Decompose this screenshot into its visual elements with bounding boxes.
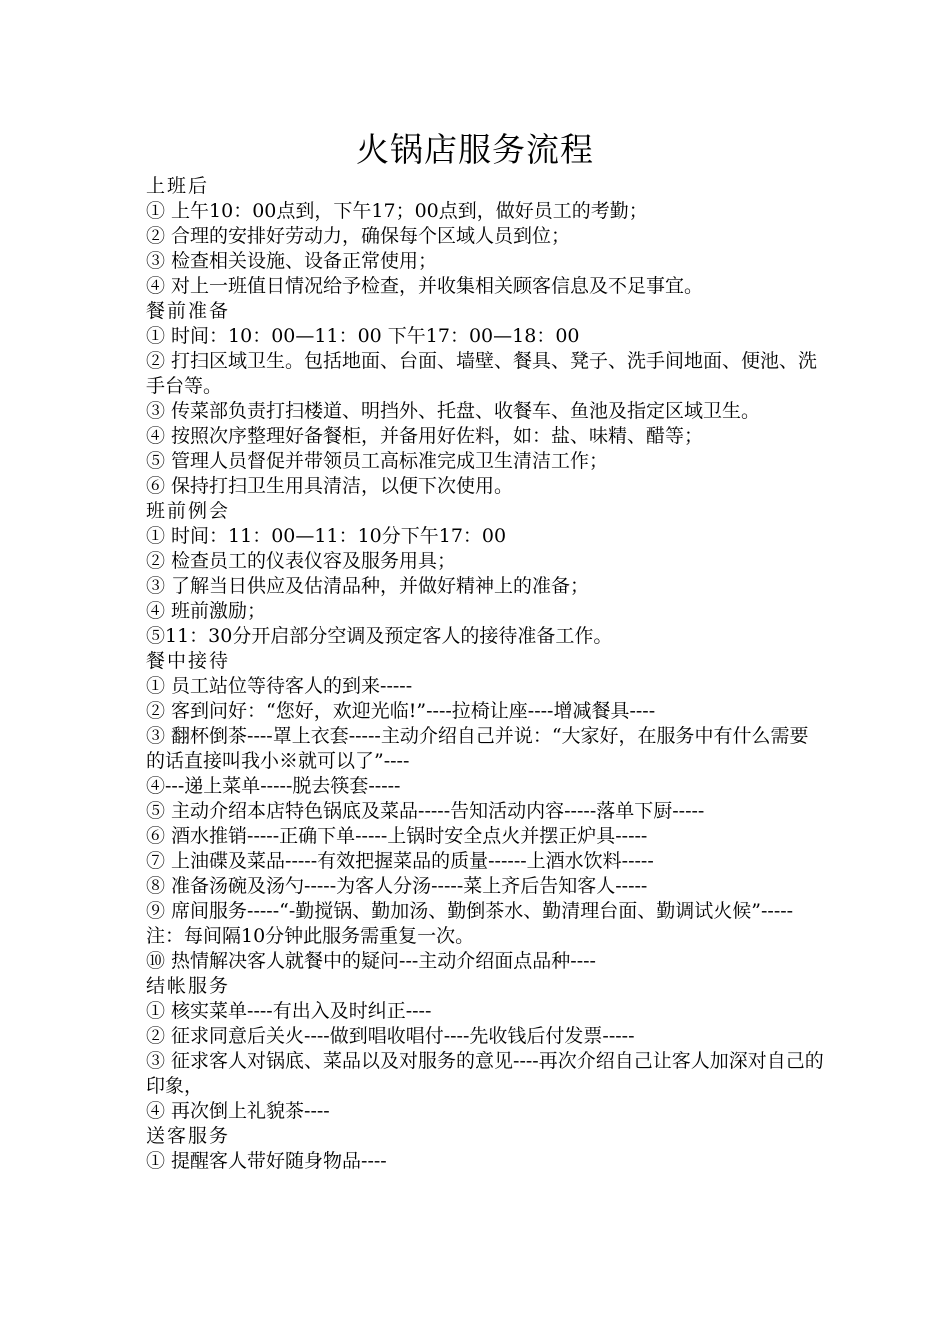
list-item: ① 上午10：00点到，下午17；00点到，做好员工的考勤； [146,200,648,222]
section-pre-shift-meeting [146,499,826,649]
list-item: ① 提醒客人带好随身物品---- [146,1150,387,1172]
list-item: ⑥ 保持打扫卫生用具清洁，以便下次使用。 [146,475,514,497]
section-pre-meal-prep [146,299,826,499]
list-item: ④ 对上一班值日情况给予检查，并收集相关顾客信息及不足事宜。 [146,275,704,297]
list-item: ② 打扫区域卫生。包括地面、台面、墙壁、餐具、凳子、洗手间地面、便池、洗手台等。 [146,350,818,397]
section-farewell-service [146,1124,826,1174]
list-item: ⑩ 热情解决客人就餐中的疑问---主动介绍面点品种---- [146,950,596,972]
list-item: ③ 传菜部负责打扫楼道、明挡外、托盘、收餐车、鱼池及指定区域卫生。 [146,400,761,422]
section-heading: 餐中接待 [146,650,231,672]
list-item: ④ 班前激励； [146,600,267,622]
list-item: ② 合理的安排好劳动力，确保每个区域人员到位； [146,225,571,247]
list-item: ⑧ 准备汤碗及汤勺-----为客人分汤-----菜上齐后告知客人----- [146,875,648,897]
section-heading: 餐前准备 [146,300,231,322]
section-heading: 上班后 [146,175,210,197]
list-item: ⑤ 主动介绍本店特色锅底及菜品-----告知活动内容-----落单下厨----- [146,800,705,822]
list-item: ⑦ 上油碟及菜品-----有效把握菜品的质量------上酒水饮料----- [146,850,654,872]
list-item: ③ 了解当日供应及估清品种，并做好精神上的准备； [146,575,590,597]
list-item: ⑤ 管理人员督促并带领员工高标准完成卫生清洁工作； [146,450,609,472]
list-item: ⑤11：30分开启部分空调及预定客人的接待准备工作。 [146,625,613,647]
list-item: ⑨ 席间服务-----“-勤搅锅、勤加汤、勤倒茶水、勤清理台面、勤调试火候”----- [146,900,794,922]
document-body [146,174,826,1174]
list-item: ③ 检查相关设施、设备正常使用； [146,250,438,272]
list-item: ① 核实菜单----有出入及时纠正---- [146,1000,432,1022]
list-item: ① 时间：11：00—11：10分下午17：00 [146,525,507,547]
section-dining-service [146,649,826,974]
note: 注：每间隔10分钟此服务需重复一次。 [146,925,475,947]
section-heading: 结帐服务 [146,975,231,997]
section-before-shift [146,174,826,299]
document-title: 火锅店服务流程 [356,130,594,169]
section-heading: 送客服务 [146,1125,231,1147]
section-heading: 班前例会 [146,500,231,522]
list-item: ③ 征求客人对锅底、菜品以及对服务的意见----再次介绍自己让客人加深对自己的印象， [146,1050,824,1097]
list-item: ④ 按照次序整理好备餐柜，并备用好佐料，如：盐、味精、醋等； [146,425,704,447]
list-item: ② 征求同意后关火----做到唱收唱付----先收钱后付发票----- [146,1025,635,1047]
list-item: ③ 翻杯倒茶----罩上衣套-----主动介绍自己并说：“大家好，在服务中有什么需要的话直接叫我小※就可以了”---- [146,725,809,772]
list-item: ① 时间：10：00—11：00 下午17：00—18：00 [146,325,580,347]
list-item: ⑥ 酒水推销-----正确下单-----上锅时安全点火并摆正炉具----- [146,825,648,847]
list-item: ① 员工站位等待客人的到来----- [146,675,413,697]
list-item: ④---递上菜单-----脱去筷套----- [146,775,401,797]
list-item: ② 检查员工的仪表仪容及服务用具； [146,550,457,572]
list-item: ④ 再次倒上礼貌茶---- [146,1100,330,1122]
list-item: ② 客到问好：“您好，欢迎光临!”----拉椅让座----增减餐具---- [146,700,656,722]
section-checkout-service [146,974,826,1124]
